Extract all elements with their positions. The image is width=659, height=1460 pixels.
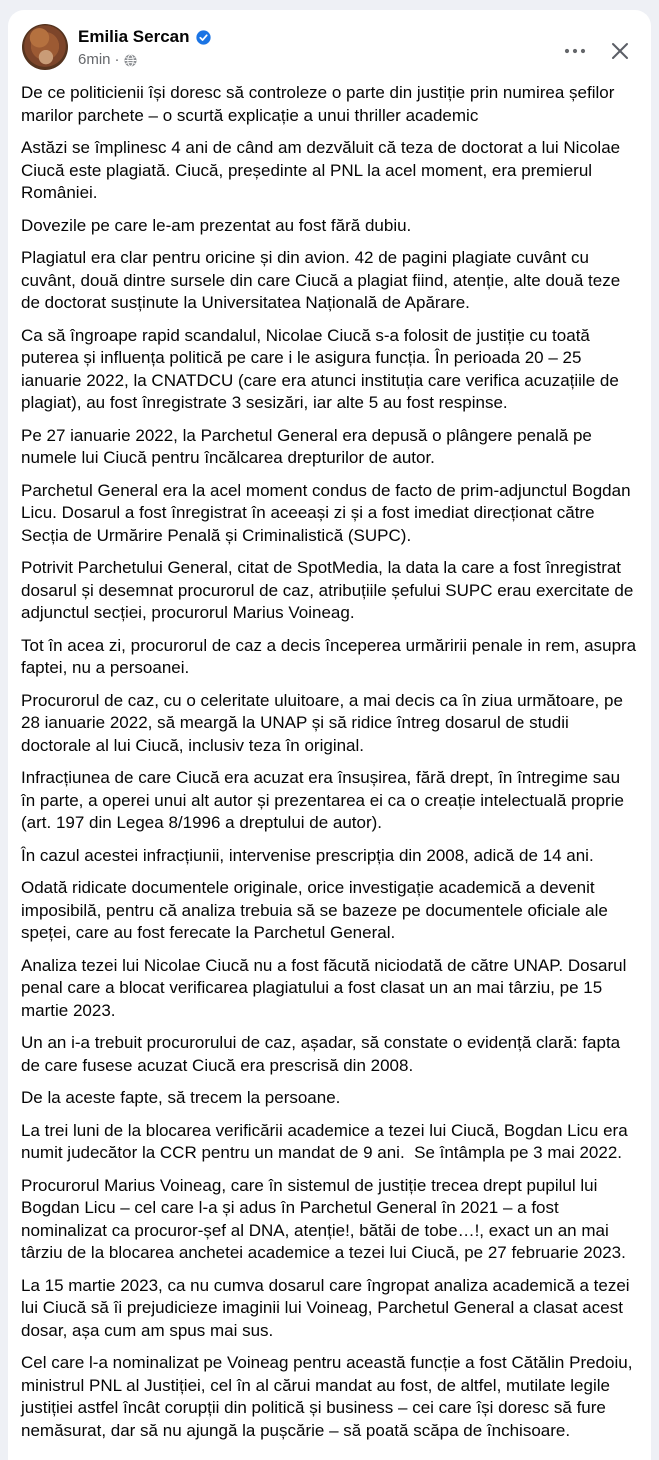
close-button[interactable]	[605, 36, 635, 66]
post-paragraph: Analiza tezei lui Nicolae Ciucă nu a fost făcută niciodată de către UNAP. Dosarul penal care a blocat verificarea plagiatului a fost clasat un an mai târziu, pe 15 martie 2023.	[21, 955, 632, 1020]
post-header	[8, 10, 651, 76]
post-paragraph: Procurorul de caz, cu o celeritate uluitoare, a mai decis ca în ziua următoare, pe 28 ianuarie 2022, să meargă la UNAP și să ridice întreg dosarul de studii doctorale al lui Ciucă, inclusiv teza în original.	[21, 690, 628, 755]
avatar[interactable]	[22, 24, 68, 70]
post-paragraph: Pe 27 ianuarie 2022, la Parchetul General era depusă o plângere penală pe numele lui Ciucă pentru încălcarea drepturilor de autor.	[21, 425, 597, 467]
post-paragraph: Un an i-a trebuit procurorului de caz, așadar, să constate o evidență clară: fapta de care fusese acuzat Ciucă era prescrisă din 2008.	[21, 1033, 625, 1075]
author-block	[78, 24, 559, 69]
post-paragraph: Dovezile pe care le-am prezentat au fost fără dubiu.	[21, 215, 412, 235]
post-paragraph: De ce politicienii își doresc să controleze o parte din justiție prin numirea șefilor marilor parchete – o scurtă explicație a unui thriller academic	[21, 83, 620, 125]
author-name[interactable]: Emilia Sercan	[78, 27, 190, 46]
globe-icon	[124, 54, 137, 67]
verified-badge-icon	[196, 30, 211, 45]
post-meta	[78, 50, 559, 69]
post-paragraph: Plagiatul era clar pentru oricine și din avion. 42 de pagini plagiate cuvânt cu cuvânt, două dintre sursele din care Ciucă a plagiat fiind, atenție, alte două teze de doctorat susținute la Universitatea Națională de Apărare.	[21, 248, 625, 312]
close-icon	[609, 40, 631, 62]
post-paragraph: În cazul acestei infracțiunii, intervenise prescripția din 2008, adică de 14 ani.	[21, 845, 594, 865]
post-body	[8, 76, 651, 1452]
post-paragraph: Odată ridicate documentele originale, orice investigație academică a devenit imposibilă, pentru că analiza trebuia să se bazeze pe documentele oficiale ale speței, care au fost ferecate la Parchetul General.	[21, 878, 613, 942]
post-paragraph: La trei luni de la blocarea verificării academice a tezei lui Ciucă, Bogdan Licu era numit judecător la CCR pentru un mandat de 9 ani. Se întâmpla pe 3 mai 2022.	[21, 1120, 633, 1162]
post-paragraph: Potrivit Parchetului General, citat de SpotMedia, la data la care a fost înregistrat dosarul și desemnat procurorul de caz, atribuțiile șefului SUPC erau exercitate de adjunctul secției, procurorul Marius Voineag.	[21, 558, 639, 622]
post-paragraph: Infracțiunea de care Ciucă era acuzat era însușirea, fără drept, în întregime sau în parte, a operei unui alt autor și prezentarea ei ca o creație intelectuală proprie (art. 197 din Legea 8/1996 a dreptului de autor).	[21, 768, 629, 832]
post-paragraph: Ca să îngroape rapid scandalul, Nicolae Ciucă s-a folosit de justiție cu toată puterea și influența politică pe care i le asigura funcția. În perioada 20 – 25 ianuarie 2022, la CNATDCU (care era atunci instituția care verifica acuzațiile de plagiat), au fost înregistrate 3 sesizări, iar alte 5 au fost respinse.	[21, 325, 624, 412]
post-paragraph: De la aceste fapte, să trecem la persoane.	[21, 1088, 341, 1107]
header-controls	[559, 24, 635, 66]
post-paragraph: Cel care l-a nominalizat pe Voineag pentru această funcție a fost Cătălin Predoiu, ministrul PNL al Justiției, cel în al cărui mandat au fost, de altfel, mutilate legile justiției astfel încât corupții din politică și business – cei care își doresc să fure nemăsurat, dar să nu ajungă la pușcărie – să poată scăpa de închisoare.	[21, 1353, 638, 1440]
timestamp[interactable]: 6min	[78, 51, 111, 68]
post-card	[8, 10, 651, 1460]
post-paragraph: Parchetul General era la acel moment condus de facto de prim-adjunctul Bogdan Licu. Dosarul a fost înregistrat în aceeași zi și a fost imediat direcționat către Secția de Urmărire Penală și Criminalistică (SUPC).	[21, 480, 636, 545]
ellipsis-icon	[563, 46, 587, 56]
meta-separator: ·	[114, 51, 120, 68]
post-paragraph: La 15 martie 2023, ca nu cumva dosarul care îngropat analiza academică a tezei lui Ciucă să îi prejudicieze imaginii lui Voineag, Parchetul General a clasat acest dosar, așa cum am spus mai sus.	[21, 1275, 635, 1340]
post-paragraph: Astăzi se împlinesc 4 ani de când am dezvăluit că teza de doctorat a lui Nicolae Ciucă este plagiată. Ciucă, președinte al PNL la acel moment, era premierul României.	[21, 138, 625, 202]
more-options-button[interactable]	[559, 42, 591, 60]
post-paragraph: Procurorul Marius Voineag, care în sistemul de justiție trecea drept pupilul lui Bogdan Licu – cel care l-a și adus în Parchetul General în 2021 – a fost nominalizat ca procuror-șef al DNA, atenție!, bătăi de tobe…!, exact un an mai târziu de la blocarea anchetei academice a tezei lui Ciucă, pe 27 februarie 2023.	[21, 1175, 626, 1262]
post-paragraph: Tot în acea zi, procurorul de caz a decis începerea urmăririi penale in rem, asupra faptei, nu a persoanei.	[21, 635, 641, 677]
